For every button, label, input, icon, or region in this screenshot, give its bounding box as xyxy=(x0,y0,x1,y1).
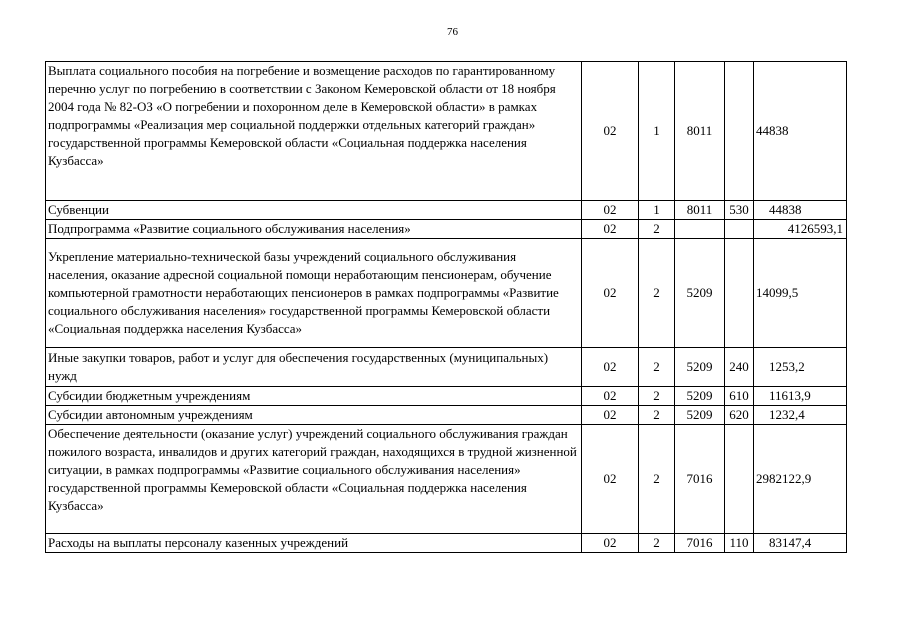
table-row xyxy=(46,425,847,534)
table-row xyxy=(46,348,847,387)
row-amount: 44838 xyxy=(754,201,847,220)
row-section: 02 xyxy=(582,425,639,534)
row-target-article: 5209 xyxy=(675,239,725,348)
row-expense-type: 610 xyxy=(725,387,754,406)
row-target-article: 7016 xyxy=(675,534,725,553)
row-name: Иные закупки товаров, работ и услуг для обеспечения государственных (муниципальных) нужд xyxy=(46,348,582,387)
table-row xyxy=(46,387,847,406)
row-target-article: 8011 xyxy=(675,62,725,201)
row-subsection: 2 xyxy=(639,387,675,406)
table-row xyxy=(46,201,847,220)
row-section: 02 xyxy=(582,62,639,201)
row-expense-type: 530 xyxy=(725,201,754,220)
row-amount: 4126593,1 xyxy=(754,220,847,239)
row-section: 02 xyxy=(582,201,639,220)
table-row xyxy=(46,239,847,348)
row-target-article: 8011 xyxy=(675,201,725,220)
row-section: 02 xyxy=(582,406,639,425)
row-expense-type xyxy=(725,62,754,201)
row-section: 02 xyxy=(582,534,639,553)
row-amount: 83147,4 xyxy=(754,534,847,553)
row-subsection: 2 xyxy=(639,406,675,425)
table-row xyxy=(46,62,847,201)
row-amount: 1253,2 xyxy=(754,348,847,387)
table-row xyxy=(46,534,847,553)
row-name: Подпрограмма «Развитие социального обслуживания населения» xyxy=(46,220,582,239)
row-amount: 11613,9 xyxy=(754,387,847,406)
page-number: 76 xyxy=(447,26,458,38)
row-name: Субсидии бюджетным учреждениям xyxy=(46,387,582,406)
row-name: Обеспечение деятельности (оказание услуг) учреждений социального обслуживания граждан пожилого возраста, инвалидов и других категорий граждан, находящихся в трудной жизненной ситуации, в рамках подпрограммы «Развитие социального обслуживания населения» государственной программы Кемеровской области «Социальная поддержка населения Кузбасса» xyxy=(46,425,582,534)
row-amount: 1232,4 xyxy=(754,406,847,425)
row-subsection: 2 xyxy=(639,239,675,348)
row-expense-type xyxy=(725,239,754,348)
row-target-article: 5209 xyxy=(675,406,725,425)
row-subsection: 2 xyxy=(639,534,675,553)
row-subsection: 2 xyxy=(639,425,675,534)
table-row xyxy=(46,220,847,239)
row-subsection: 1 xyxy=(639,201,675,220)
row-name: Субвенции xyxy=(46,201,582,220)
table-row xyxy=(46,406,847,425)
row-target-article: 7016 xyxy=(675,425,725,534)
row-section: 02 xyxy=(582,220,639,239)
row-name: Укрепление материально-технической базы учреждений социального обслуживания населения, оказание адресной социальной помощи неработающим пенсионерам, обучение компьютерной грамотности неработающих пенсионеров в рамках подпрограммы «Развитие социального обслуживания населения» государственной программы Кемеровской области «Социальная поддержка населения Кузбасса» xyxy=(46,239,582,348)
row-section: 02 xyxy=(582,239,639,348)
row-name: Выплата социального пособия на погребение и возмещение расходов по гарантированному перечню услуг по погребению в соответствии с Законом Кемеровской области от 18 ноября 2004 года № 82-ОЗ «О погребении и похоронном деле в Кемеровской области» в рамках подпрограммы «Реализация мер социальной поддержки отдельных категорий граждан» государственной программы Кемеровской области «Социальная поддержка населения Кузбасса» xyxy=(46,62,582,201)
row-name: Субсидии автономным учреждениям xyxy=(46,406,582,425)
row-target-article: 5209 xyxy=(675,387,725,406)
row-amount: 44838 xyxy=(754,62,847,201)
row-target-article xyxy=(675,220,725,239)
row-expense-type: 240 xyxy=(725,348,754,387)
row-subsection: 1 xyxy=(639,62,675,201)
row-subsection: 2 xyxy=(639,220,675,239)
row-section: 02 xyxy=(582,387,639,406)
row-amount: 14099,5 xyxy=(754,239,847,348)
row-expense-type xyxy=(725,220,754,239)
row-subsection: 2 xyxy=(639,348,675,387)
row-expense-type: 620 xyxy=(725,406,754,425)
budget-table xyxy=(45,61,847,553)
row-section: 02 xyxy=(582,348,639,387)
row-target-article: 5209 xyxy=(675,348,725,387)
row-amount: 2982122,9 xyxy=(754,425,847,534)
row-expense-type xyxy=(725,425,754,534)
row-name: Расходы на выплаты персоналу казенных учреждений xyxy=(46,534,582,553)
row-expense-type: 110 xyxy=(725,534,754,553)
